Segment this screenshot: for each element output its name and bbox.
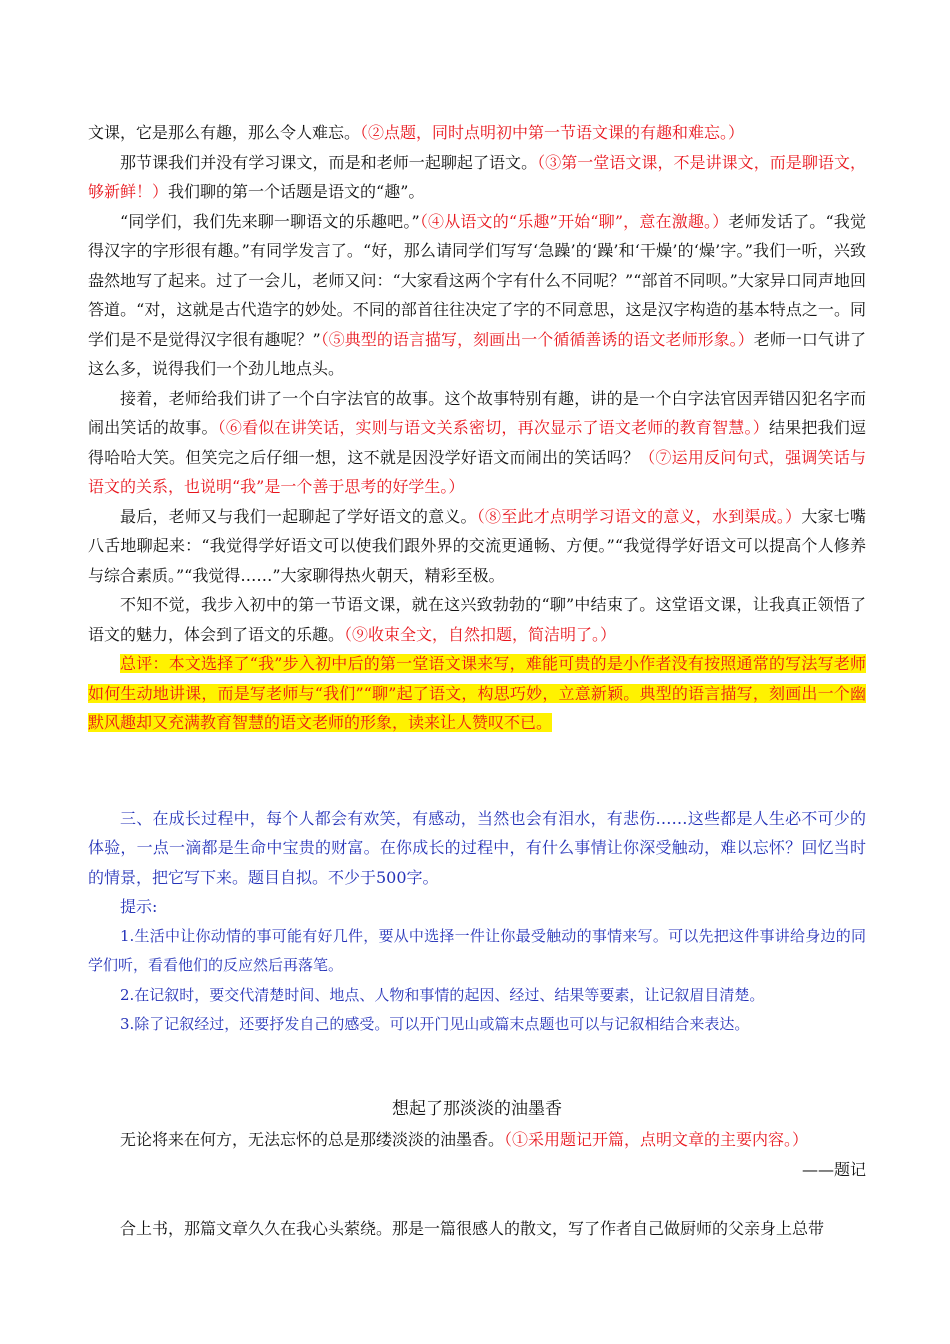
writing-task-3 [88, 804, 866, 1040]
annotation-8: （⑧至此才点明学习语文的意义，水到渠成。） [476, 506, 802, 526]
tips-label: 提示: [120, 897, 158, 916]
tip-item: 2.在记叙时，要交代清楚时间、地点、人物和事情的起因、经过、结果等要素，让记叙眉目清楚。 [120, 985, 765, 1004]
essay1-para-1: 文课，它是那么有趣，那么令人难忘。（②点题，同时点明初中第一节语文课的有趣和难忘。） [88, 123, 745, 142]
essay2-title: 想起了那淡淡的油墨香 [392, 1098, 562, 1118]
essay2-para-1: 合上书，那篇文章久久在我心头萦绕。那是一篇很感人的散文，写了作者自己做厨师的父亲身上总带 [120, 1219, 825, 1238]
summary-comment [88, 649, 866, 738]
annotation-5: （⑤典型的语言描写，刻画出一个循循善诱的语文老师形象。） [320, 329, 754, 349]
task-prompt: 三、在成长过程中，每个人都会有欢笑，有感动，当然也会有泪水，有悲伤……这些都是人生必不可少的体验，一点一滴都是生命中宝贵的财富。在你成长的过程中，有什么事情让你深受触动，难以忘怀？回忆当时的情景，把它写下来。题目自拟。不少于500字。 [88, 808, 866, 887]
annotation-1: （①采用题记开篇，点明文章的主要内容。） [504, 1130, 809, 1149]
essay1-para-2: 那节课我们并没有学习课文，而是和老师一起聊起了语文。（③第一堂语文课，不是讲课文，而是聊语文，够新鲜！）我们聊的第一个话题是语文的“趣”。 [88, 152, 866, 201]
epigraph-signature: ——题记 [801, 1159, 866, 1179]
tip-item: 3.除了记叙经过，还要抒发自己的感受。可以开门见山或篇末点题也可以与记叙相结合来表达。 [120, 1015, 750, 1033]
annotation-3: （③第一堂语文课，不是讲课文，而是聊语文，够新鲜！） [88, 152, 866, 201]
essay1-para-5: 最后，老师又与我们一起聊起了学好语文的意义。（⑧至此才点明学习语文的意义，水到渠成。）大家七嘴八舌地聊起来：“我觉得学好语文可以使我们跟外界的交流更通畅、方便。”“我觉得学好语文可以提高个人修养与综合素质。”“我觉得……”大家聊得热火朝天，精彩至极。 [88, 506, 866, 585]
tips-list [88, 922, 866, 1040]
summary-highlight: 总评：本文选择了“我”步入初中后的第一堂语文课来写，难能可贵的是小作者没有按照通常的写法写老师如何生动地讲课，而是写老师与“我们”“聊”起了语文，构思巧妙，立意新颖。典型的语言描写，刻画出一个幽默风趣却又充满教育智慧的语文老师的形象，读来让人赞叹不已。 [88, 654, 866, 732]
essay1-para-4: 接着，老师给我们讲了一个白字法官的故事。这个故事特别有趣，讲的是一个白字法官因弄错囚犯名字而闹出笑话的故事。（⑥看似在讲笑话，实则与语文关系密切，再次显示了语文老师的教育智慧。）结果把我们逗得哈哈大笑。但笑完之后仔细一想，这不就是因没学好语文而闹出的笑话吗？（⑦运用反问句式，强调笑话与语文的关系，也说明“我”是一个善于思考的好学生。） [88, 388, 866, 496]
essay1-para-3: “同学们，我们先来聊一聊语文的乐趣吧。”（④从语文的“乐趣”开始“聊”，意在激趣。）老师发话了。“我觉得汉字的字形很有趣。”有同学发言了。“好，那么请同学们写写‘急躁’的‘躁’和‘干燥’的‘燥’字。”我们一听，兴致盎然地写了起来。过了一会儿，老师又问：“大家看这两个字有什么不同呢？”“部首不同呗。”大家异口同声地回答道。“对，这就是古代造字的妙处。不同的部首往往决定了字的不同意思，这是汉字构造的基本特点之一。同学们是不是觉得汉字很有趣呢？”（⑤典型的语言描写，刻画出一个循循善诱的语文老师形象。）老师一口气讲了这么多，说得我们一个劲儿地点头。 [88, 211, 866, 378]
annotation-2: （②点题，同时点明初中第一节语文课的有趣和难忘。） [360, 123, 745, 142]
annotation-4: （④从语文的“乐趣”开始“聊”，意在激趣。） [419, 211, 729, 231]
annotation-7: （⑦运用反问句式，强调笑话与语文的关系，也说明“我”是一个善于思考的好学生。） [88, 447, 866, 496]
epigraph: 无论将来在何方，无法忘怀的总是那缕淡淡的油墨香。（①采用题记开篇，点明文章的主要内容。） [120, 1130, 809, 1149]
tip-item: 1.生活中让你动情的事可能有好几件，要从中选择一件让你最受触动的事情来写。可以先把这件事讲给身边的同学们听，看看他们的反应然后再落笔。 [88, 926, 866, 974]
essay1-para-6: 不知不觉，我步入初中的第一节语文课，就在这兴致勃勃的“聊”中结束了。这堂语文课，让我真正领悟了语文的魅力，体会到了语文的乐趣。（⑨收束全文，自然扣题，简洁明了。） [88, 595, 866, 644]
document-page [88, 118, 866, 1244]
annotation-6: （⑥看似在讲笑话，实则与语文关系密切，再次显示了语文老师的教育智慧。） [217, 418, 769, 437]
annotation-9: （⑨收束全文，自然扣题，简洁明了。） [344, 624, 617, 644]
